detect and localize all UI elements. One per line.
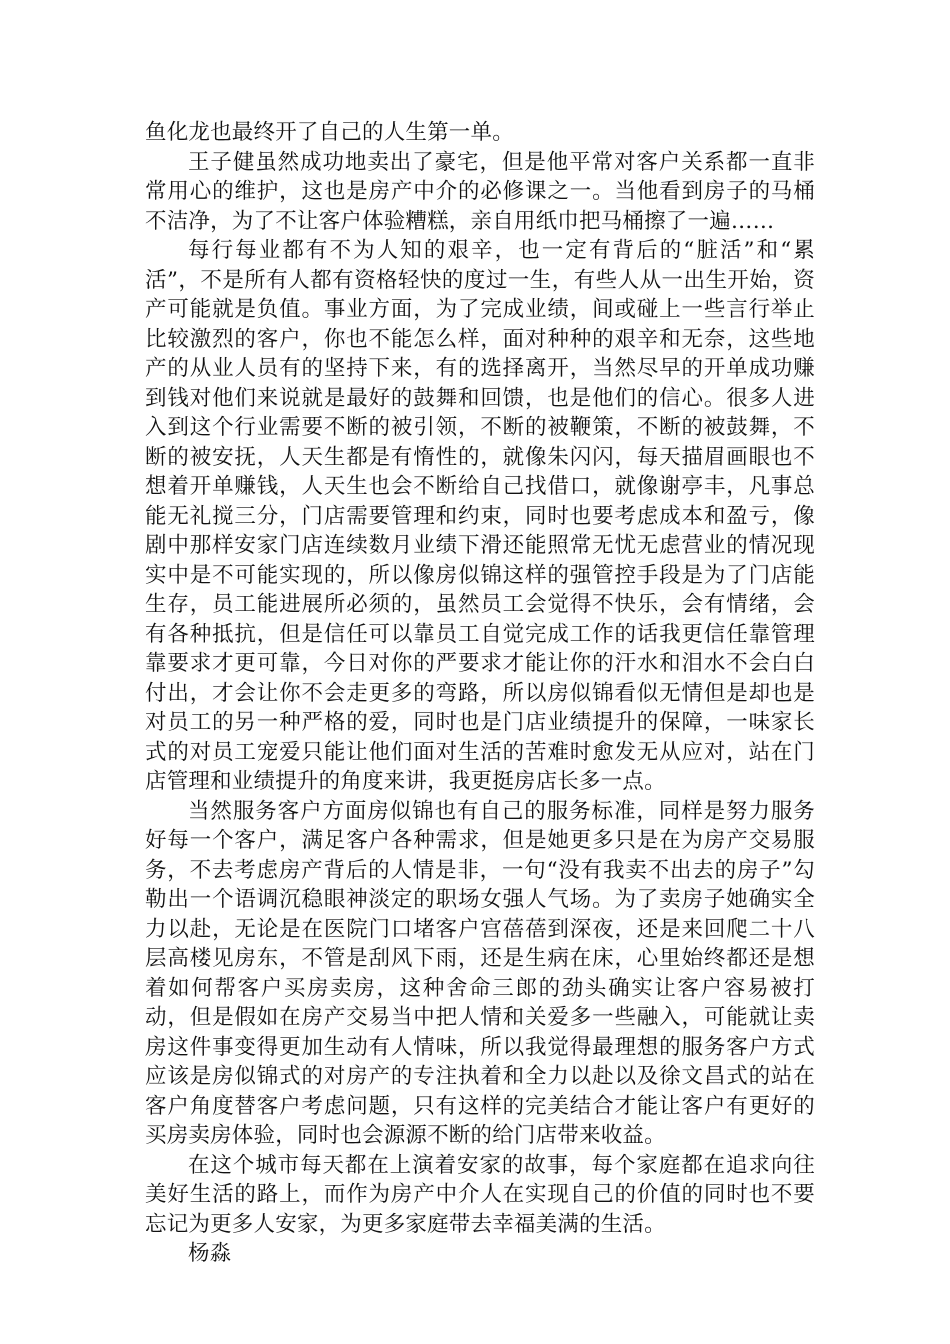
paragraph-4: 当然服务客户方面房似锦也有自己的服务标准，同样是努力服务好每一个客户，满足客户各种需求，但是她更多只是在为房产交易服务，不去考虑房产背后的人情是非，一句“没有我卖不出去的房子”勾勒出一个语调沉稳眼神淡定的职场女强人气场。为了卖房子她确实全力以赴，无论是在医院门口堵客户宫蓓蓓到深夜，还是来回爬二十八层高楼见房东，不管是刮风下雨，还是生病在床，心里始终都还是想着如何帮客户买房卖房，这种舍命三郎的劲头确实让客户容易被打动，但是假如在房产交易当中把人情和关爱多一些融入，可能就让卖房这件事变得更加生动有人情味，所以我觉得最理想的服务客户方式应该是房似锦式的对房产的专注执着和全力以赴以及徐文昌式的站在客户角度替客户考虑问题，只有这样的完美结合才能让客户有更好的买房卖房体验，同时也会源源不断的给门店带来收益。 bbox=[145, 798, 815, 1148]
paragraph-5: 在这个城市每天都在上演着安家的故事，每个家庭都在追求向往美好生活的路上，而作为房产中介人在实现自己的价值的同时也不要忘记为更多人安家，为更多家庭带去幸福美满的生活。 bbox=[145, 1152, 815, 1237]
paragraph-3: 每行每业都有不为人知的艰辛，也一定有背后的“脏活”和“累活”，不是所有人都有资格轻快的度过一生，有些人从一出生开始，资产可能就是负值。事业方面，为了完成业绩，间或碰上一些言行举止比较激烈的客户，你也不能怎么样，面对种种的艰辛和无奈，这些地产的从业人员有的坚持下来，有的选择离开，当然尽早的开单成功赚到钱对他们来说就是最好的鼓舞和回馈，也是他们的信心。很多人进入到这个行业需要不断的被引领，不断的被鞭策，不断的被鼓舞，不断的被安抚，人天生都是有惰性的，就像朱闪闪，每天描眉画眼也不想着开单赚钱，人天生也会不断给自己找借口，就像谢亭丰，凡事总能无礼搅三分，门店需要管理和约束，同时也要考虑成本和盈亏，像剧中那样安家门店连续数月业绩下滑还能照常无忧无虑营业的情况现实中是不可能实现的，所以像房似锦这样的强管控手段是为了门店能生存，员工能进展所必须的，虽然员工会觉得不快乐，会有情绪，会有各种抵抗，但是信任可以靠员工自觉完成工作的话我更信任靠管理靠要求才更可靠，今日对你的严要求才能让你的汗水和泪水不会白白付出，才会让你不会走更多的弯路，所以房似锦看似无情但是却也是对员工的另一种严格的爱，同时也是门店业绩提升的保障，一味家长式的对员工宠爱只能让他们面对生活的苦难时愈发无从应对，站在门店管理和业绩提升的角度来讲，我更挺房店长多一点。 bbox=[145, 238, 815, 794]
paragraph-2: 王子健虽然成功地卖出了豪宅，但是他平常对客户关系都一直非常用心的维护，这也是房产中介的必修课之一。当他看到房子的马桶不洁净，为了不让客户体验糟糕，亲自用纸巾把马桶擦了一遍…… bbox=[145, 149, 815, 234]
document-page bbox=[145, 118, 815, 1269]
paragraph-1: 鱼化龙也最终开了自己的人生第一单。 bbox=[145, 120, 514, 145]
author-signature: 杨淼 bbox=[188, 1241, 232, 1266]
